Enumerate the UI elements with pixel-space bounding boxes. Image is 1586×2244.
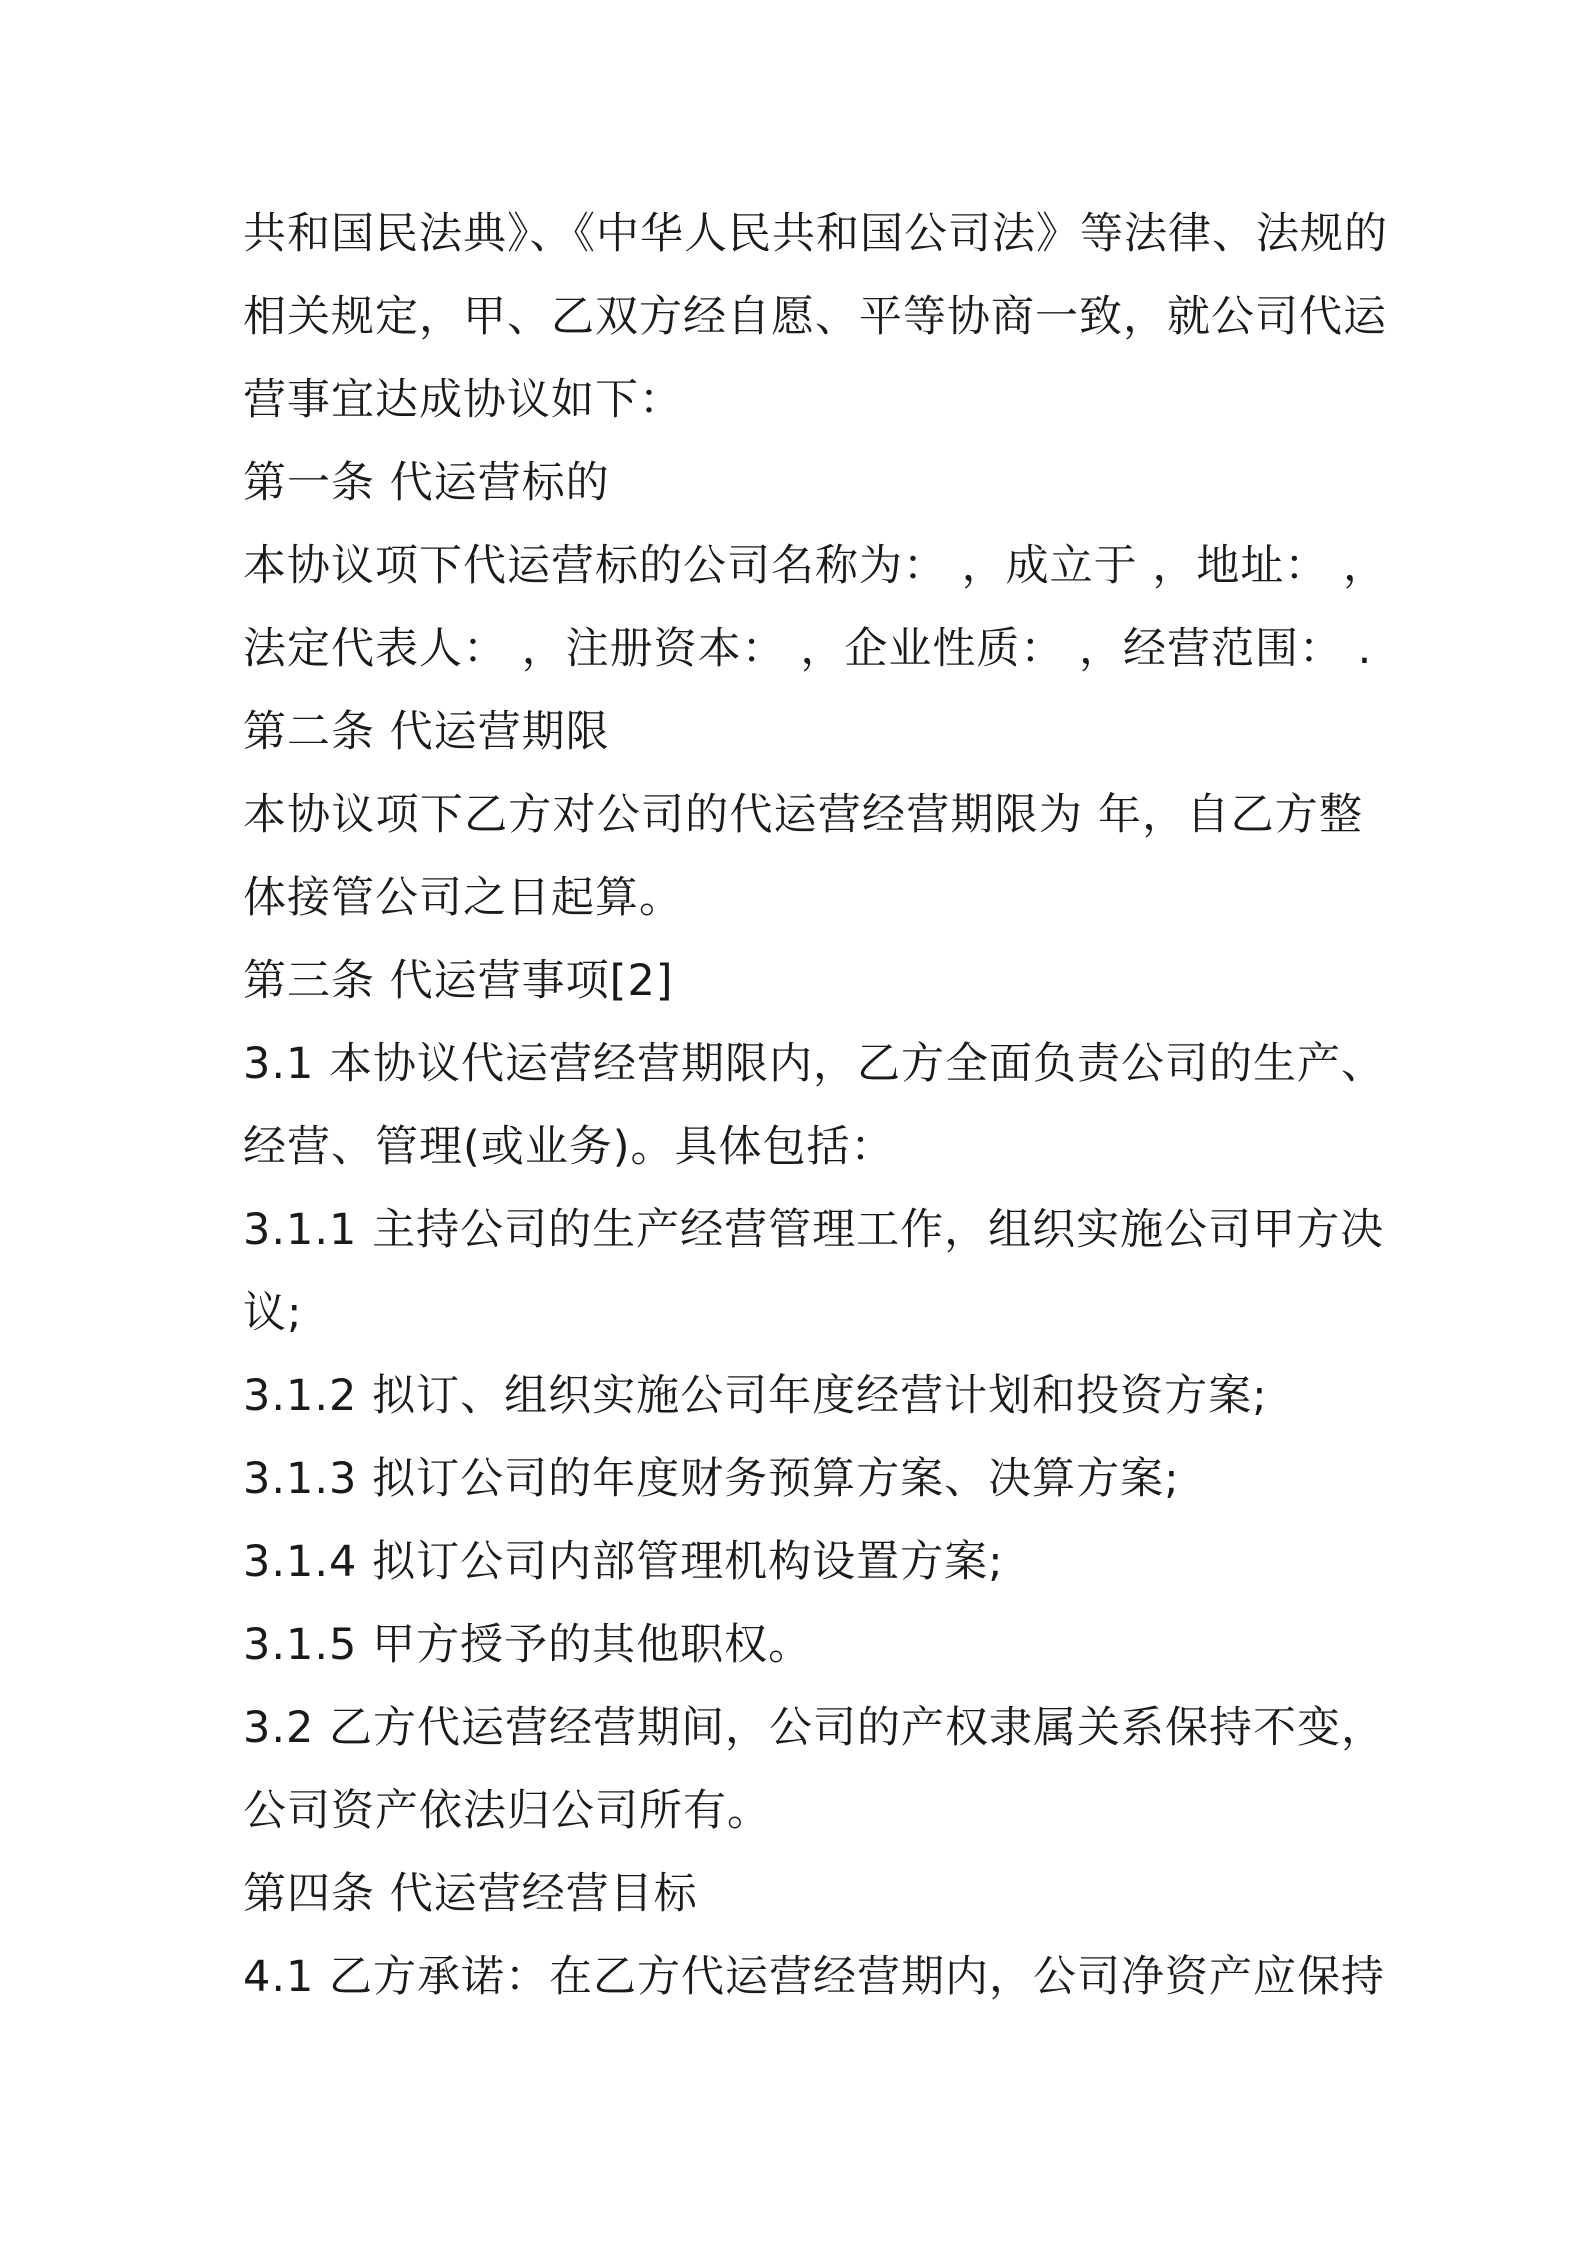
- clause-3-1: 3.1 本协议代运营经营期限内，乙方全面负责公司的生产、: [243, 1039, 1386, 1089]
- body-line: 公司资产依法归公司所有。: [243, 1786, 771, 1836]
- body-line: 经营、管理(或业务)。具体包括：: [243, 1122, 895, 1172]
- clause-3-1-4: 3.1.4 拟订公司内部管理机构设置方案;: [243, 1537, 1004, 1587]
- body-line: 法定代表人： ，注册资本： ，企业性质： ，经营范围： .: [243, 624, 1373, 674]
- clause-3-1-5: 3.1.5 甲方授予的其他职权。: [243, 1620, 813, 1670]
- section-heading-4: 第四条 代运营经营目标: [243, 1869, 698, 1919]
- body-line: 议;: [243, 1288, 303, 1338]
- clause-3-2: 3.2 乙方代运营经营期间，公司的产权隶属关系保持不变，: [243, 1703, 1386, 1753]
- body-line: 共和国民法典》、《中华人民共和国公司法》等法律、法规的: [243, 209, 1388, 259]
- body-line: 体接管公司之日起算。: [243, 873, 683, 923]
- body-line: 营事宜达成协议如下：: [243, 375, 683, 425]
- clause-4-1: 4.1 乙方承诺：在乙方代运营经营期内，公司净资产应保持: [243, 1952, 1386, 2002]
- body-line: 本协议项下乙方对公司的代运营经营期限为 年，自乙方整: [243, 790, 1363, 840]
- document-body: [243, 193, 1388, 2019]
- section-heading-1: 第一条 代运营标的: [243, 458, 610, 508]
- clause-3-1-3: 3.1.3 拟订公司的年度财务预算方案、决算方案;: [243, 1454, 1180, 1504]
- clause-3-1-2: 3.1.2 拟订、组织实施公司年度经营计划和投资方案;: [243, 1371, 1268, 1421]
- section-heading-2: 第二条 代运营期限: [243, 707, 610, 757]
- body-line: 本协议项下代运营标的公司名称为： ，成立于 ，地址： ，: [243, 541, 1388, 591]
- section-heading-3: 第三条 代运营事项[2]: [243, 956, 674, 1006]
- clause-3-1-1: 3.1.1 主持公司的生产经营管理工作，组织实施公司甲方决: [243, 1205, 1385, 1255]
- body-line: 相关规定，甲、乙双方经自愿、平等协商一致，就公司代运: [243, 292, 1387, 342]
